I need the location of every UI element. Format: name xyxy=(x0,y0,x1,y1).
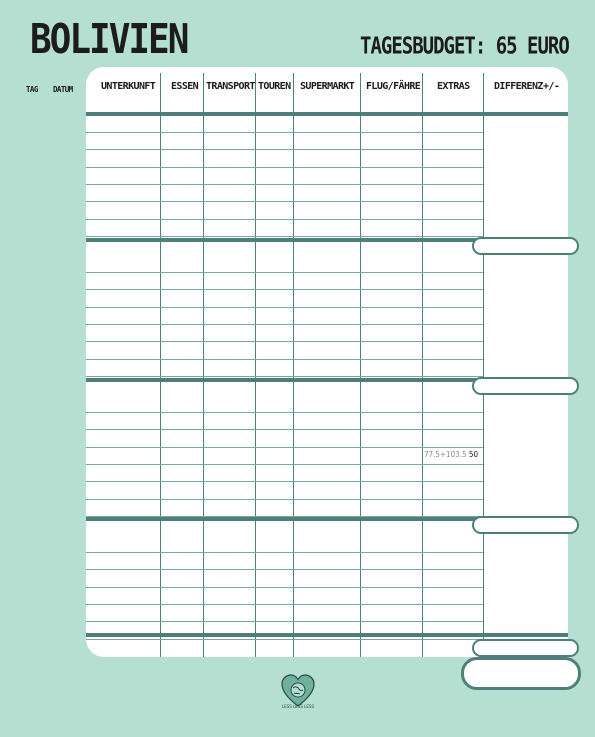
row-line xyxy=(86,201,483,202)
row-line xyxy=(86,552,483,553)
logo-text: LESS LESS LESS xyxy=(281,704,315,709)
header-touren: TOUREN xyxy=(258,81,291,92)
row-line xyxy=(86,587,483,588)
row-line xyxy=(86,499,483,500)
grand-total-box xyxy=(461,657,581,690)
row-line xyxy=(86,516,483,517)
row-line xyxy=(86,621,483,622)
row-line xyxy=(86,359,483,360)
row-line xyxy=(86,219,483,220)
header-line xyxy=(86,114,568,116)
week-total-box xyxy=(472,639,579,657)
row-line xyxy=(86,412,483,413)
header-extras: EXTRAS xyxy=(437,81,470,92)
header-transport: TRANSPORT xyxy=(206,81,255,92)
row-line xyxy=(86,132,483,133)
crossed-extras: 77.5+103.5 xyxy=(423,449,467,459)
week-total-box xyxy=(472,237,579,255)
header-supermarkt: SUPERMARKT xyxy=(300,81,355,92)
header-differenz: DIFFERENZ xyxy=(494,81,543,92)
row-line xyxy=(86,167,483,168)
header-datum: DATUM xyxy=(53,85,73,94)
header-essen: ESSEN xyxy=(171,81,199,92)
row-line xyxy=(86,236,483,237)
header-unterkunft: UNTERKUNFT xyxy=(101,81,156,92)
daily-budget: TAGESBUDGET: 65 EURO xyxy=(360,33,569,60)
page-title: BOLIVIEN xyxy=(30,16,188,64)
block-line xyxy=(86,635,568,637)
row-line xyxy=(86,604,483,605)
row-line xyxy=(86,639,483,640)
row-line xyxy=(86,481,483,482)
row-line xyxy=(86,307,483,308)
row-line xyxy=(86,429,483,430)
row-line xyxy=(86,324,483,325)
week-total-box xyxy=(472,516,579,534)
header-flug: FLUG/FÄHRE xyxy=(366,81,421,92)
week-total-box xyxy=(472,377,579,395)
cell-extras xyxy=(424,450,478,460)
row-line xyxy=(86,376,483,377)
row-line xyxy=(86,569,483,570)
row-line xyxy=(86,289,483,290)
column-divider xyxy=(483,73,484,657)
extras-value: 50 xyxy=(466,449,479,459)
header-plus-minus: +/- xyxy=(543,81,560,92)
row-line xyxy=(86,149,483,150)
row-line xyxy=(86,341,483,342)
header-tag: TAG xyxy=(26,85,38,94)
row-line xyxy=(86,272,483,273)
row-line xyxy=(86,447,483,448)
row-line xyxy=(86,184,483,185)
row-line xyxy=(86,464,483,465)
